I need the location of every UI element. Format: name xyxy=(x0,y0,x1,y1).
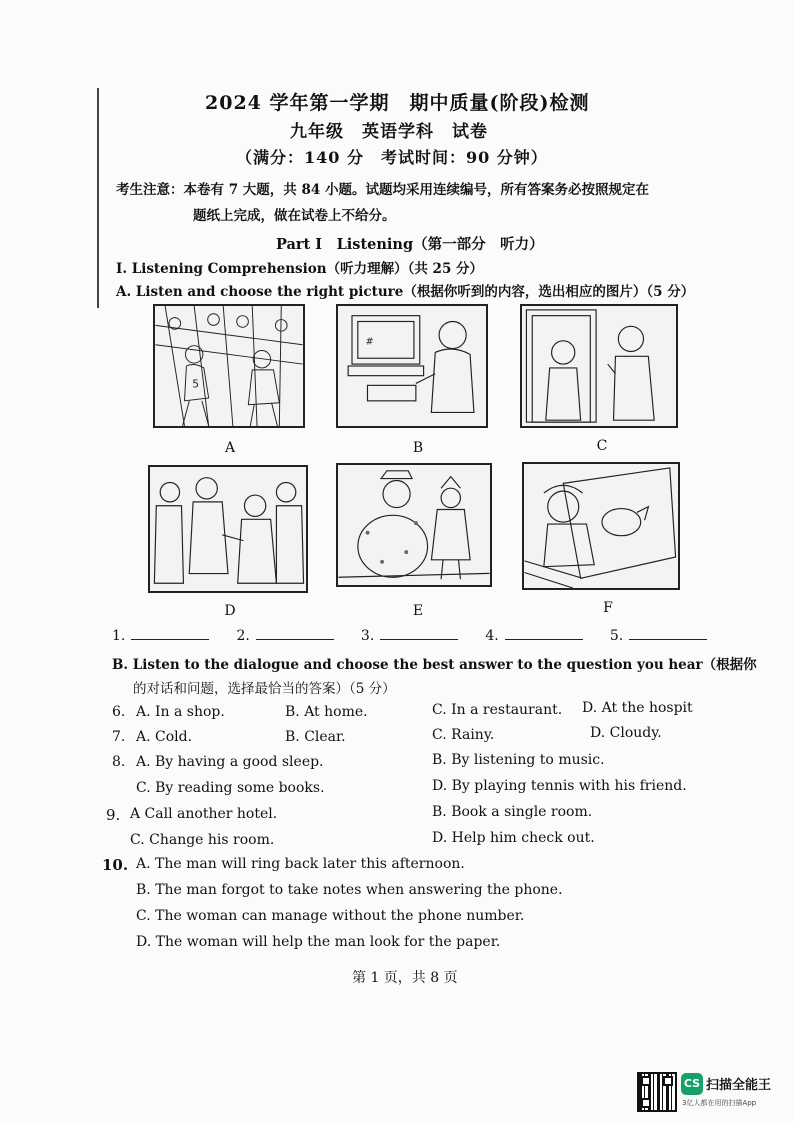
answer-blank-5[interactable] xyxy=(629,627,707,640)
section-b-line-1: B. Listen to the dialogue and choose the best answer to the question you hear（根据你 xyxy=(112,657,757,673)
question-number: 9. xyxy=(106,806,121,824)
basketball-game-picture xyxy=(155,306,303,426)
notice-line-2: 题纸上完成，做在试卷上不给分。 xyxy=(193,208,396,224)
option-b: B. At home. xyxy=(285,704,368,720)
exam-subtitle: 九年级 英语学科 试卷 xyxy=(290,122,488,142)
svg-text:#: # xyxy=(365,336,374,348)
picture-b xyxy=(336,304,488,428)
option-c: C. Change his room. xyxy=(130,832,275,848)
scanner-brand: 扫描全能王 xyxy=(706,1078,772,1093)
option-c: C. In a restaurant. xyxy=(432,702,563,718)
scanner-tagline: 3亿人都在用的扫描App xyxy=(682,1099,757,1107)
option-d: D. Help him check out. xyxy=(432,830,595,846)
notice-line-1: 考生注意：本卷有 7 大题，共 84 小题。试题均采用连续编号，所有答案务必按照规定在 xyxy=(116,182,649,198)
section-a-heading: A. Listen and choose the right picture（根据你听到的内容，选出相应的图片）（5 分） xyxy=(116,284,695,300)
option-b: B. By listening to music. xyxy=(432,752,605,768)
option-c: C. By reading some books. xyxy=(136,780,325,796)
blank-number: 1. xyxy=(112,628,126,644)
picture-c xyxy=(520,304,678,428)
option-a: A. In a shop. xyxy=(136,704,225,720)
picture-label-f: F xyxy=(603,600,613,616)
part-title: Part I Listening（第一部分 听力） xyxy=(276,236,544,253)
answer-blanks xyxy=(112,625,729,644)
answer-blank-4[interactable] xyxy=(505,627,583,640)
option-a: A. By having a good sleep. xyxy=(136,754,324,770)
question-number: 8. xyxy=(112,754,126,770)
option-d: D. The woman will help the man look for the paper. xyxy=(136,934,501,950)
option-c: C. The woman can manage without the phone number. xyxy=(136,908,525,924)
picture-f xyxy=(522,462,680,590)
answer-blank-2[interactable] xyxy=(256,627,334,640)
option-d: D. Cloudy. xyxy=(590,725,662,741)
picture-a xyxy=(153,304,305,428)
option-b: B. The man forgot to take notes when answering the phone. xyxy=(136,882,563,898)
qr-code-icon xyxy=(637,1072,677,1112)
svg-text:5: 5 xyxy=(192,377,199,391)
page-footer: 第 1 页，共 8 页 xyxy=(352,970,458,986)
option-a: A. The man will ring back later this afternoon. xyxy=(136,856,465,872)
answer-blank-1[interactable] xyxy=(131,627,209,640)
picture-label-a: A xyxy=(224,440,236,456)
blank-number: 2. xyxy=(236,628,250,644)
option-d: D. By playing tennis with his friend. xyxy=(432,778,687,794)
blank-number: 3. xyxy=(360,628,375,644)
option-b: B. Clear. xyxy=(285,729,346,745)
option-c: C. Rainy. xyxy=(432,727,495,743)
picture-label-d: D xyxy=(224,603,236,619)
picture-label-e: E xyxy=(412,603,424,619)
picture-e xyxy=(336,463,492,587)
people-handshake-picture xyxy=(150,467,306,591)
girl-drawing-dog-picture xyxy=(524,464,678,588)
section-b-line-2: 的对话和问题，选择最恰当的答案）（5 分） xyxy=(133,681,396,697)
exam-title: 2024 学年第一学期 期中质量(阶段)检测 xyxy=(205,92,590,114)
answer-blank-3[interactable] xyxy=(380,627,458,640)
score-time: （满分：140 分 考试时间：90 分钟） xyxy=(236,148,548,167)
picture-label-b: B xyxy=(412,440,424,456)
camscanner-logo: CS xyxy=(681,1073,703,1095)
blank-number: 4. xyxy=(485,628,499,644)
blank-number: 5. xyxy=(609,628,624,644)
option-b: B. Book a single room. xyxy=(432,804,593,820)
two-women-door-picture xyxy=(522,306,676,426)
option-a: A. Cold. xyxy=(136,729,193,745)
girl-snowman-picture xyxy=(338,465,490,585)
question-number: 10. xyxy=(102,856,129,874)
picture-label-c: C xyxy=(596,438,608,454)
option-d: D. At the hospit xyxy=(582,700,693,716)
option-a: A Call another hotel. xyxy=(130,806,278,822)
picture-d xyxy=(148,465,308,593)
boy-at-computer-picture xyxy=(338,306,486,426)
question-number: 7. xyxy=(112,729,126,745)
section-i-heading: I. Listening Comprehension（听力理解）（共 25 分） xyxy=(116,261,484,277)
question-number: 6. xyxy=(112,704,126,720)
margin-line xyxy=(97,88,99,308)
